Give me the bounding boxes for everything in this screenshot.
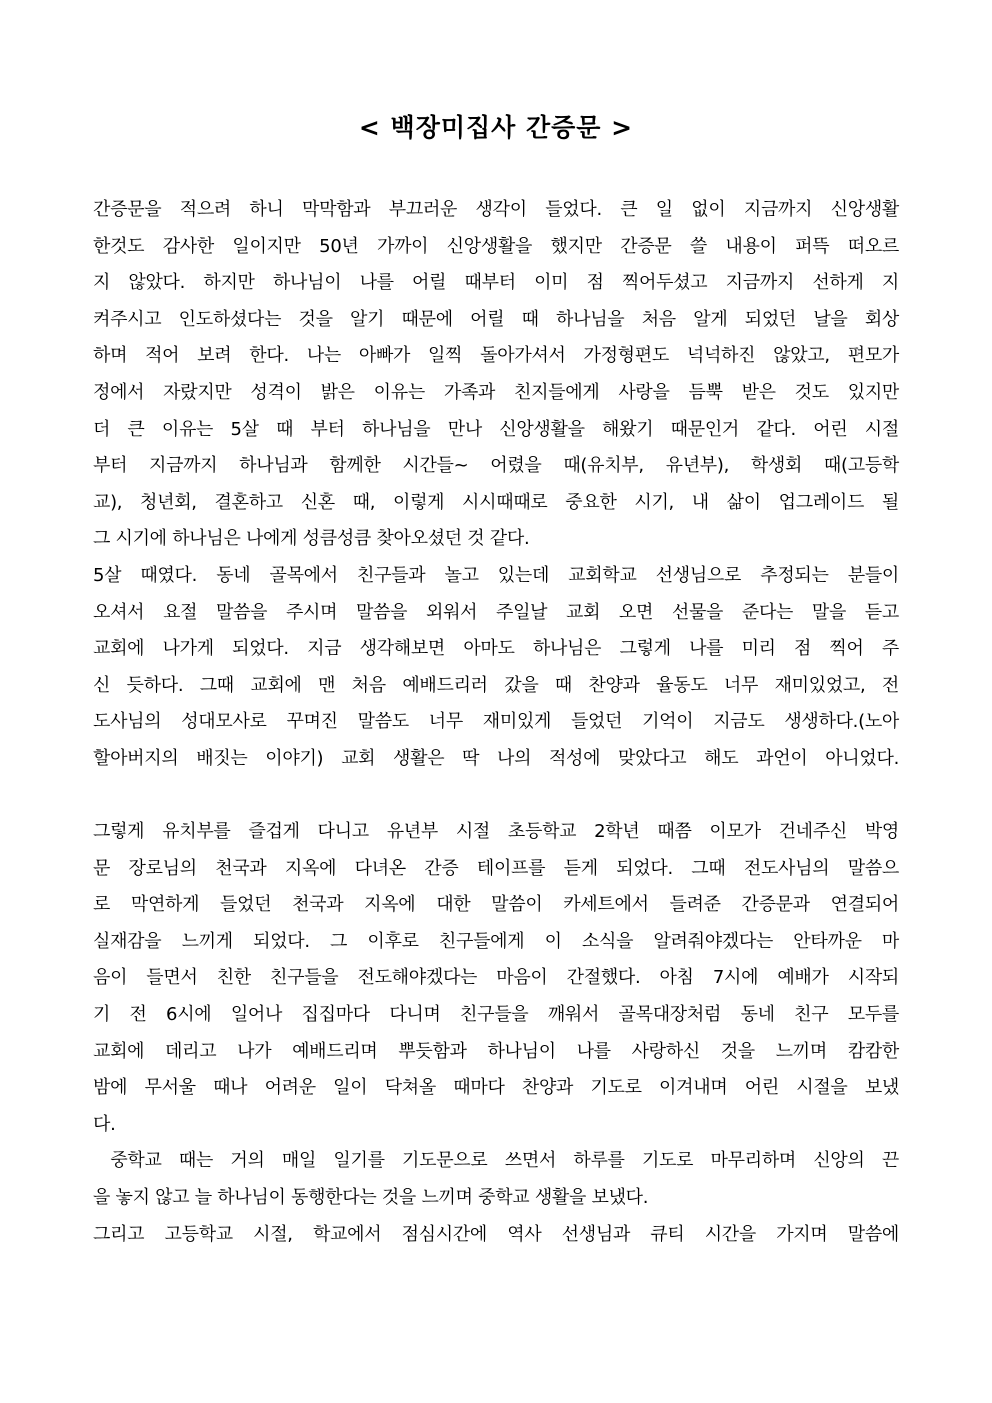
text-line: 실재감을 느끼게 되었다. 그 이후로 친구들에게 이 소식을 알려줘야겠다는 안타까운 마: [93, 930, 899, 952]
text-line: 부터 지금까지 하나님과 함께한 시간들~ 어렸을 때(유치부, 유년부), 학생회 때(고등학: [93, 455, 899, 477]
paragraph-1: [93, 192, 899, 558]
text-line: 더 큰 이유는 5살 때 부터 하나님을 만나 신앙생활을 해왔기 때문인거 같다. 어린 시절: [93, 418, 899, 440]
text-line: 그렇게 유치부를 즐겁게 다니고 유년부 시절 초등학교 2학년 때쯤 이모가 건네주신 박영: [93, 821, 899, 843]
text-line: 을 놓지 않고 늘 하나님이 동행한다는 것을 느끼며 중학교 생활을 보냈다.: [93, 1187, 649, 1209]
text-line: 기 전 6시에 일어나 집집마다 다니며 친구들을 깨워서 골목대장처럼 동네 친구 모두를: [93, 1004, 899, 1026]
text-line: 밤에 무서울 때나 어려운 일이 닥쳐올 때마다 찬양과 기도로 이겨내며 어린 시절을 보냈: [93, 1077, 899, 1099]
paragraph-3: [93, 814, 899, 1143]
text-line: 신 듯하다. 그때 교회에 맨 처음 예배드리러 갔을 때 찬양과 율동도 너무 재미있었고, 전: [93, 674, 899, 696]
text-line: 중학교 때는 거의 매일 일기를 기도문으로 쓰면서 하루를 기도로 마무리하며 신앙의 끈: [93, 1150, 899, 1172]
text-line: 문 장로님의 천국과 지옥에 다녀온 간증 테이프를 듣게 되었다. 그때 전도사님의 말씀으: [93, 857, 899, 879]
document-title: < 백장미집사 간증문 >: [358, 113, 634, 142]
text-line: 다.: [93, 1113, 116, 1135]
paragraph-2: [93, 558, 899, 778]
text-line: 교회에 데리고 나가 예배드리며 뿌듯함과 하나님이 나를 사랑하신 것을 느끼며 캄캄한: [93, 1040, 899, 1062]
text-line: 도사님의 성대모사로 꾸며진 말씀도 너무 재미있게 들었던 기억이 지금도 생생하다.(노아: [93, 711, 899, 733]
text-line: 간증문을 적으려 하니 막막함과 부끄러운 생각이 들었다. 큰 일 없이 지금까지 신앙생활: [93, 199, 899, 220]
text-line: 5살 때였다. 동네 골목에서 친구들과 놀고 있는데 교회학교 선생님으로 추정되는 분들이: [93, 564, 899, 586]
text-line: 로 막연하게 들었던 천국과 지옥에 대한 말씀이 카세트에서 들려준 간증문과 연결되어: [93, 894, 899, 916]
text-line: 그리고 고등학교 시절, 학교에서 점심시간에 역사 선생님과 큐티 시간을 가지며 말씀에: [93, 1223, 899, 1245]
document-body: [93, 192, 899, 1253]
text-line: 그 시기에 하나님은 나에게 성큼성큼 찾아오셨던 것 같다.: [93, 528, 530, 550]
text-line: 음이 들면서 친한 친구들을 전도해야겠다는 마음이 간절했다. 아침 7시에 예배가 시작되: [93, 967, 899, 989]
text-line: 켜주시고 인도하셨다는 것을 알기 때문에 어릴 때 하나님을 처음 알게 되었던 날을 회상: [93, 308, 899, 330]
paragraph-gap: [93, 778, 899, 815]
text-line: 할아버지의 배짓는 이야기) 교회 생활은 딱 나의 적성에 맞았다고 해도 과언이 아니었다.: [93, 747, 899, 769]
paragraph-5: [93, 1217, 899, 1254]
paragraph-4: [93, 1143, 899, 1216]
text-line: 한것도 감사한 일이지만 50년 가까이 신앙생활을 했지만 간증문 쓸 내용이 퍼뜩 떠오르: [93, 235, 899, 257]
text-line: 지 않았다. 하지만 하나님이 나를 어릴 때부터 이미 점 찍어두셨고 지금까지 선하게 지: [93, 272, 899, 294]
text-line: 교), 청년회, 결혼하고 신혼 때, 이렇게 시시때때로 중요한 시기, 내 삶이 업그레이드 될: [93, 491, 899, 513]
text-line: 하며 적어 보려 한다. 나는 아빠가 일찍 돌아가셔서 가정형편도 넉넉하진 않았고, 편모가: [93, 345, 899, 367]
text-line: 정에서 자랐지만 성격이 밝은 이유는 가족과 친지들에게 사랑을 듬뿍 받은 것도 있지만: [93, 381, 899, 403]
text-line: 교회에 나가게 되었다. 지금 생각해보면 아마도 하나님은 그렇게 나를 미리 점 찍어 주: [93, 638, 899, 660]
text-line: 오셔서 요절 말씀을 주시며 말씀을 외워서 주일날 교회 오면 선물을 준다는 말을 듣고: [93, 601, 899, 623]
